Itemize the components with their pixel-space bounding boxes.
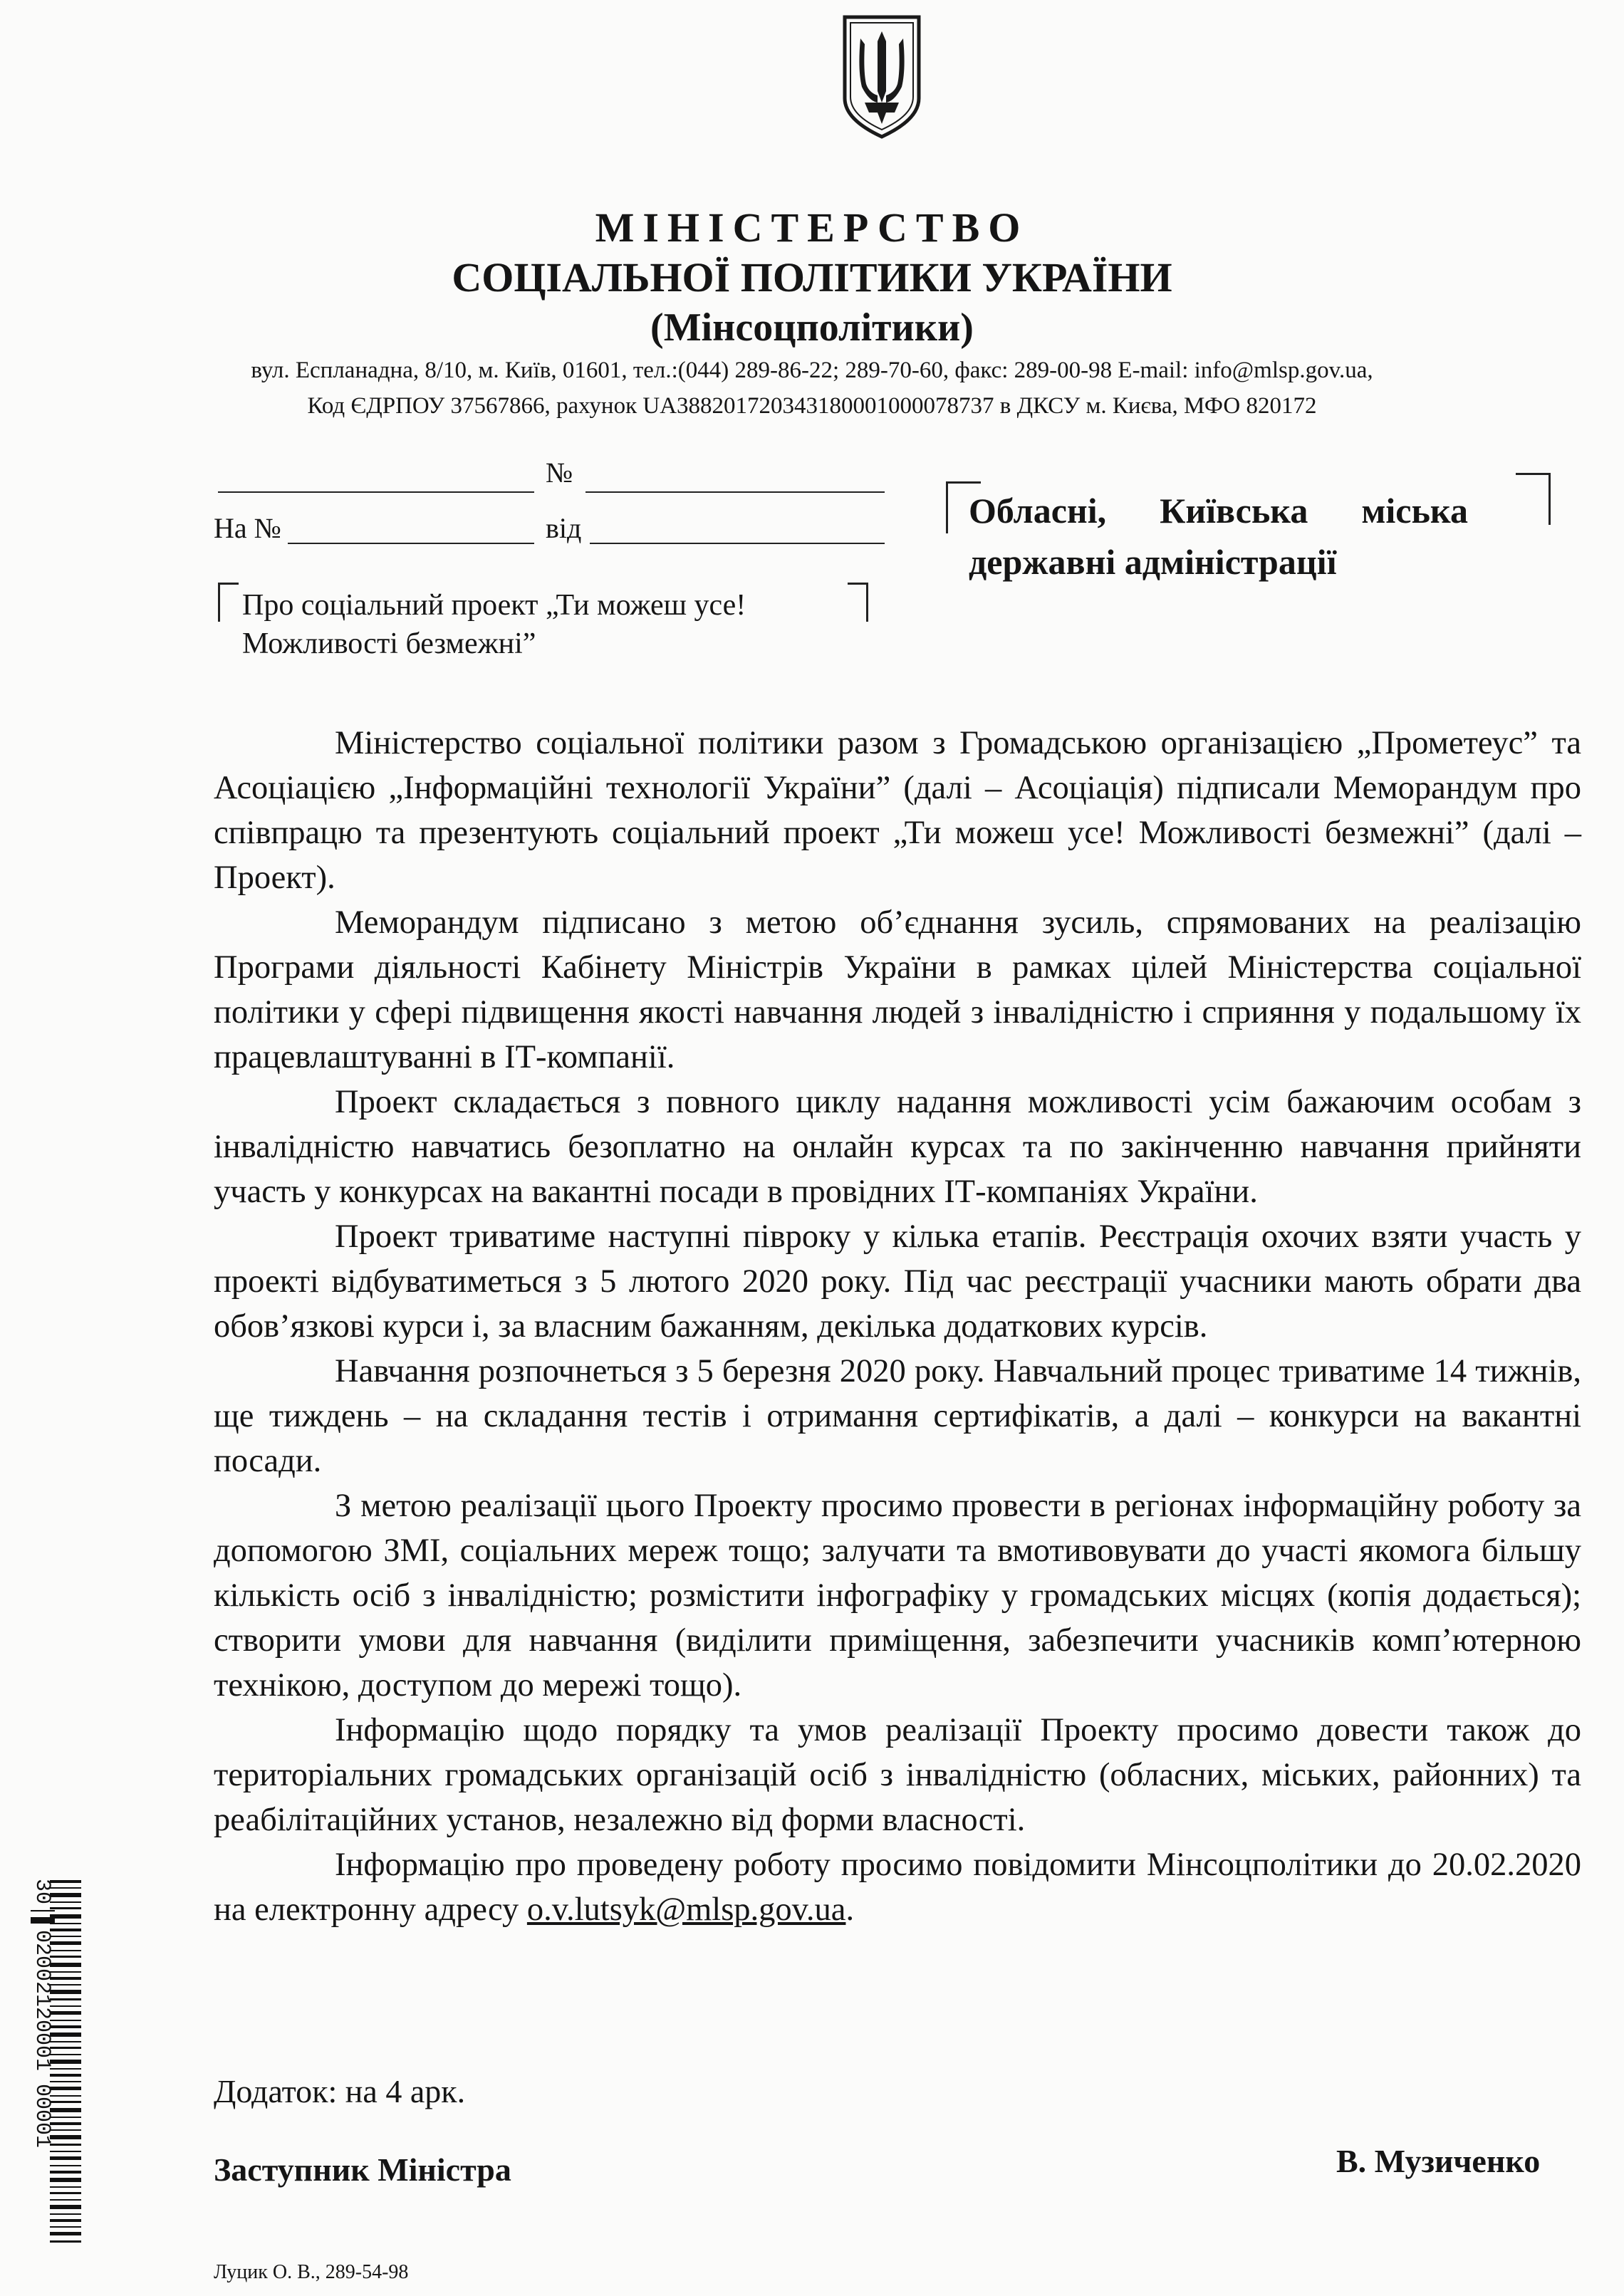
attachment-note: Додаток: на 4 арк. bbox=[214, 2073, 466, 2109]
paragraph: Інформацію щодо порядку та умов реалізації Проекту просимо довести також до територіальних громадських організацій осіб з інвалідністю (обласних, міських, районних) та реабілітаційних установ, незалежно від форми власності. bbox=[214, 1712, 1581, 1838]
barcode-number: 30│▌02002120001 00001 bbox=[30, 1879, 54, 2149]
paragraph: Проект триватиме наступні півроку у кілька етапів. Реєстрація охочих взяти участь у проекті відбуватиметься з 5 лютого 2020 року. Під час реєстрації учасники мають обрати два обов’язкові курси і, за власним бажанням, декілька додаткових курсів. bbox=[214, 1219, 1581, 1345]
paragraph: Проект складається з повного циклу надання можливості усім бажаючим особам з інвалідністю навчатись безоплатно на онлайн курсах та по закінченню навчання прийняти участь у конкурсах на вакантні посади в провідних ІТ-компаніях України. bbox=[214, 1084, 1581, 1210]
subject-line-2: Можливості безмежні” bbox=[242, 627, 536, 660]
subject-line-1: Про соціальний проект „Ти можеш усе! bbox=[242, 589, 746, 622]
addressee-line-1: Обласні, Київська міська bbox=[969, 491, 1468, 531]
reply-date-label: від bbox=[546, 512, 582, 544]
ministry-codes: Код ЄДРПОУ 37567866, рахунок UA388201720343180001000078737 в ДКСУ м. Києва, МФО 820172 bbox=[307, 393, 1317, 419]
reply-number-label: На № bbox=[214, 512, 281, 544]
ministry-title: МІНІСТЕРСТВО bbox=[595, 204, 1029, 251]
paragraph-report-request bbox=[214, 1842, 1581, 1932]
barcode-image bbox=[6, 1873, 84, 2250]
executor-info: Луцик О. В., 289-54-98 bbox=[214, 2261, 409, 2283]
signatory-name: В. Музиченко bbox=[1336, 2143, 1541, 2179]
reply-date-line bbox=[590, 543, 885, 544]
paragraph: Навчання розпочнеться з 5 березня 2020 року. Навчальний процес триватиме 14 тижнів, ще тиждень – на складання тестів і отримання сертифікатів, а далі – конкурси на вакантні посади. bbox=[214, 1353, 1581, 1479]
outgoing-number-line bbox=[585, 491, 885, 493]
signatory-position: Заступник Міністра bbox=[214, 2151, 511, 2188]
report-request-end: . bbox=[845, 1891, 855, 1928]
contact-email-link[interactable]: o.v.lutsyk@mlsp.gov.ua bbox=[526, 1891, 846, 1928]
paragraph: Меморандум підписано з метою об’єднання зусиль, спрямованих на реалізацію Програми діяльності Кабінету Міністрів України в рамках цілей Міністерства соціальної політики у сфері підвищення якості навчання людей з інвалідністю і сприяння у подальшому їх працевлаштуванні в ІТ-компанії. bbox=[214, 904, 1581, 1075]
report-request-text: Інформацію про проведену роботу просимо повідомити Мінсоцполітики до 20.02.2020 на електронну адресу bbox=[214, 1847, 1581, 1928]
subject-bracket-right bbox=[848, 583, 868, 622]
subject-bracket-left bbox=[218, 583, 239, 622]
outgoing-date-line bbox=[218, 491, 534, 493]
addressee-line-2: державні адміністрації bbox=[969, 542, 1337, 582]
ministry-abbreviation: (Мінсоцполітики) bbox=[650, 306, 974, 350]
ministry-address: вул. Еспланадна, 8/10, м. Київ, 01601, тел.:(044) 289-86-22; 289-70-60, факс: 289-00-98 E-mail: info@mlsp.gov.ua, bbox=[251, 358, 1373, 383]
reply-number-line bbox=[288, 543, 534, 544]
paragraph: З метою реалізації цього Проекту просимо провести в регіонах інформаційну роботу за допомогою ЗМІ, соціальних мереж тощо; залучати та вмотивовувати до участі якомога більшу кількість осіб з інвалідністю; розмістити інфографіку у громадських місцях (копія додається); створити умови для навчання (виділити приміщення, забезпечити учасників комп’ютерною технікою, доступом до мережі тощо). bbox=[214, 1488, 1581, 1703]
ministry-subtitle: СОЦІАЛЬНОЇ ПОЛІТИКИ УКРАЇНИ bbox=[452, 254, 1172, 301]
paragraph: Міністерство соціальної політики разом з Громадською організацією „Прометеус” та Асоціацією „Інформаційні технології України” (далі – Асоціація) підписали Меморандум про співпрацю та презентують соціальний проект „Ти можеш усе! Можливості безмежні” (далі – Проект). bbox=[214, 725, 1581, 896]
number-sign: № bbox=[546, 456, 573, 489]
letter-body bbox=[214, 721, 1581, 1932]
coat-of-arms-emblem bbox=[840, 13, 923, 141]
